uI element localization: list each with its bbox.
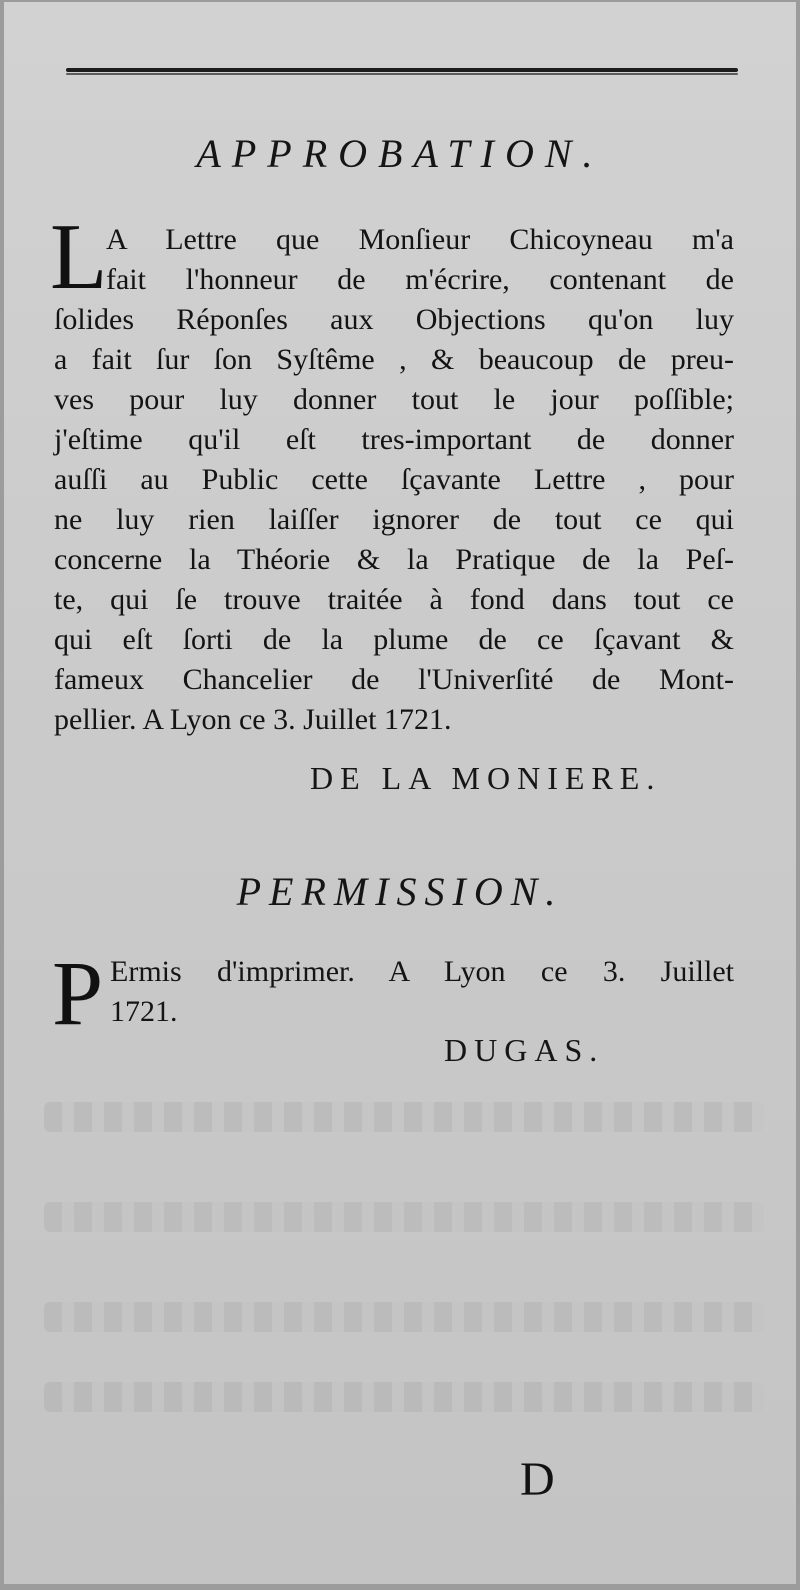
text-line: fait l'honneur de m'écrire, contenant de — [106, 263, 734, 296]
text-line: ves pour luy donner tout le jour poſſible; — [54, 383, 734, 416]
bleed-through-shadow — [44, 1382, 764, 1412]
permission-heading: PERMISSION. — [236, 869, 564, 914]
bleed-through-shadow — [44, 1202, 764, 1232]
text-line: auſſi au Public cette ſçavante Lettre , pour — [54, 463, 734, 496]
approbation-heading: APPROBATION. — [196, 131, 604, 176]
bleed-through-shadow — [44, 1302, 764, 1332]
document-page — [4, 2, 796, 1584]
text-line: 1721. — [110, 995, 178, 1028]
text-line: A Lettre que Monſieur Chicoyneau m'a — [106, 223, 734, 256]
permission-dropcap: P — [52, 942, 104, 1044]
text-line: ne luy rien laiſſer ignorer de tout ce qui — [54, 503, 734, 536]
text-line: te, qui ſe trouve traitée à fond dans tout ce — [54, 583, 734, 616]
permission-signature: DUGAS. — [444, 1032, 605, 1068]
text-line: concerne la Théorie & la Pratique de la Peſ- — [54, 543, 734, 576]
text-line: qui eſt ſorti de la plume de ce ſçavant & — [54, 623, 734, 656]
bleed-through-shadow — [44, 1102, 764, 1132]
text-line: fameux Chancelier de l'Univerſité de Mont- — [54, 663, 734, 696]
text-line: pellier. A Lyon ce 3. Juillet 1721. — [54, 703, 452, 736]
text-line: Ermis d'imprimer. A Lyon ce 3. Juillet — [110, 955, 734, 988]
signature-mark: D — [520, 1453, 555, 1506]
text-line: ſolides Réponſes aux Objections qu'on luy — [54, 303, 734, 336]
permission-text — [54, 952, 734, 1032]
approbation-signature: DE LA MONIERE. — [310, 760, 662, 796]
header-rule — [66, 68, 738, 72]
approbation-text — [54, 220, 734, 740]
approbation-dropcap: L — [50, 205, 108, 309]
header-rule-shadow — [66, 73, 738, 75]
text-line: j'eſtime qu'il eſt tres-important de donner — [54, 423, 734, 456]
text-line: a fait ſur ſon Syſtême , & beaucoup de preu- — [54, 343, 734, 376]
